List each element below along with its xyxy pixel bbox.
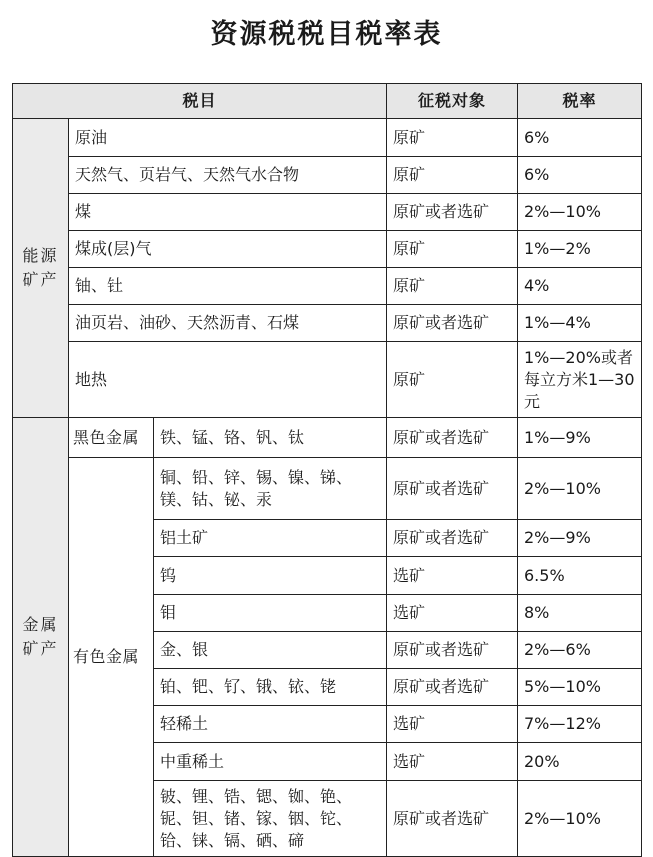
table-row (13, 418, 642, 458)
header-object: 征税对象 (387, 84, 518, 119)
table-row (13, 119, 642, 157)
item-cell: 钨 (154, 557, 387, 595)
object-cell: 原矿或者选矿 (387, 418, 518, 458)
object-cell: 原矿或者选矿 (387, 632, 518, 669)
item-cell: 原油 (69, 119, 387, 157)
group-label-energy: 能源矿产 (13, 119, 69, 418)
rate-cell: 1%—4% (518, 305, 642, 342)
rate-cell: 8% (518, 595, 642, 632)
rate-cell: 5%—10% (518, 669, 642, 706)
table-row (13, 157, 642, 194)
object-cell: 原矿 (387, 231, 518, 268)
table-row (13, 458, 642, 520)
object-cell: 选矿 (387, 743, 518, 781)
item-cell: 地热 (69, 342, 387, 418)
rate-cell: 6% (518, 119, 642, 157)
object-cell: 原矿 (387, 342, 518, 418)
item-cell: 铂、钯、钌、锇、铱、铑 (154, 669, 387, 706)
rate-cell: 6.5% (518, 557, 642, 595)
rate-cell: 4% (518, 268, 642, 305)
item-cell: 中重稀土 (154, 743, 387, 781)
object-cell: 选矿 (387, 595, 518, 632)
header-item: 税目 (13, 84, 387, 119)
table-row (13, 194, 642, 231)
subgroup-label-ferrous: 黑色金属 (69, 418, 154, 458)
object-cell: 选矿 (387, 706, 518, 743)
object-cell: 原矿或者选矿 (387, 669, 518, 706)
table-header-row (13, 84, 642, 119)
object-cell: 原矿 (387, 157, 518, 194)
group-label-metal: 金属矿产 (13, 418, 69, 857)
rate-cell: 7%—12% (518, 706, 642, 743)
item-cell: 天然气、页岩气、天然气水合物 (69, 157, 387, 194)
item-cell: 轻稀土 (154, 706, 387, 743)
table-row (13, 342, 642, 418)
rate-cell: 2%—6% (518, 632, 642, 669)
rate-cell: 2%—10% (518, 781, 642, 857)
rate-cell: 2%—10% (518, 194, 642, 231)
item-cell: 铍、锂、锆、锶、铷、铯、铌、钽、锗、镓、铟、铊、铪、铼、镉、硒、碲 (154, 781, 387, 857)
item-cell: 铝土矿 (154, 520, 387, 557)
item-cell: 煤 (69, 194, 387, 231)
object-cell: 原矿或者选矿 (387, 781, 518, 857)
item-cell: 铜、铅、锌、锡、镍、锑、镁、钴、铋、汞 (154, 458, 387, 520)
item-cell: 钼 (154, 595, 387, 632)
rate-cell: 2%—10% (518, 458, 642, 520)
item-cell: 铁、锰、铬、钒、钛 (154, 418, 387, 458)
rate-cell: 2%—9% (518, 520, 642, 557)
item-cell: 煤成(层)气 (69, 231, 387, 268)
object-cell: 原矿 (387, 119, 518, 157)
object-cell: 原矿或者选矿 (387, 194, 518, 231)
rate-cell: 20% (518, 743, 642, 781)
object-cell: 选矿 (387, 557, 518, 595)
rate-cell: 1%—20%或者每立方米1—30元 (518, 342, 642, 418)
table-row (13, 231, 642, 268)
rate-cell: 1%—9% (518, 418, 642, 458)
item-cell: 铀、钍 (69, 268, 387, 305)
rate-cell: 1%—2% (518, 231, 642, 268)
object-cell: 原矿或者选矿 (387, 458, 518, 520)
table-row (13, 305, 642, 342)
rate-cell: 6% (518, 157, 642, 194)
header-rate: 税率 (518, 84, 642, 119)
item-cell: 油页岩、油砂、天然沥青、石煤 (69, 305, 387, 342)
object-cell: 原矿或者选矿 (387, 520, 518, 557)
page-title: 资源税税目税率表 (210, 19, 443, 50)
table-row (13, 268, 642, 305)
object-cell: 原矿 (387, 268, 518, 305)
subgroup-label-nonferrous: 有色金属 (69, 458, 154, 857)
item-cell: 金、银 (154, 632, 387, 669)
tax-rate-table (12, 83, 642, 857)
object-cell: 原矿或者选矿 (387, 305, 518, 342)
